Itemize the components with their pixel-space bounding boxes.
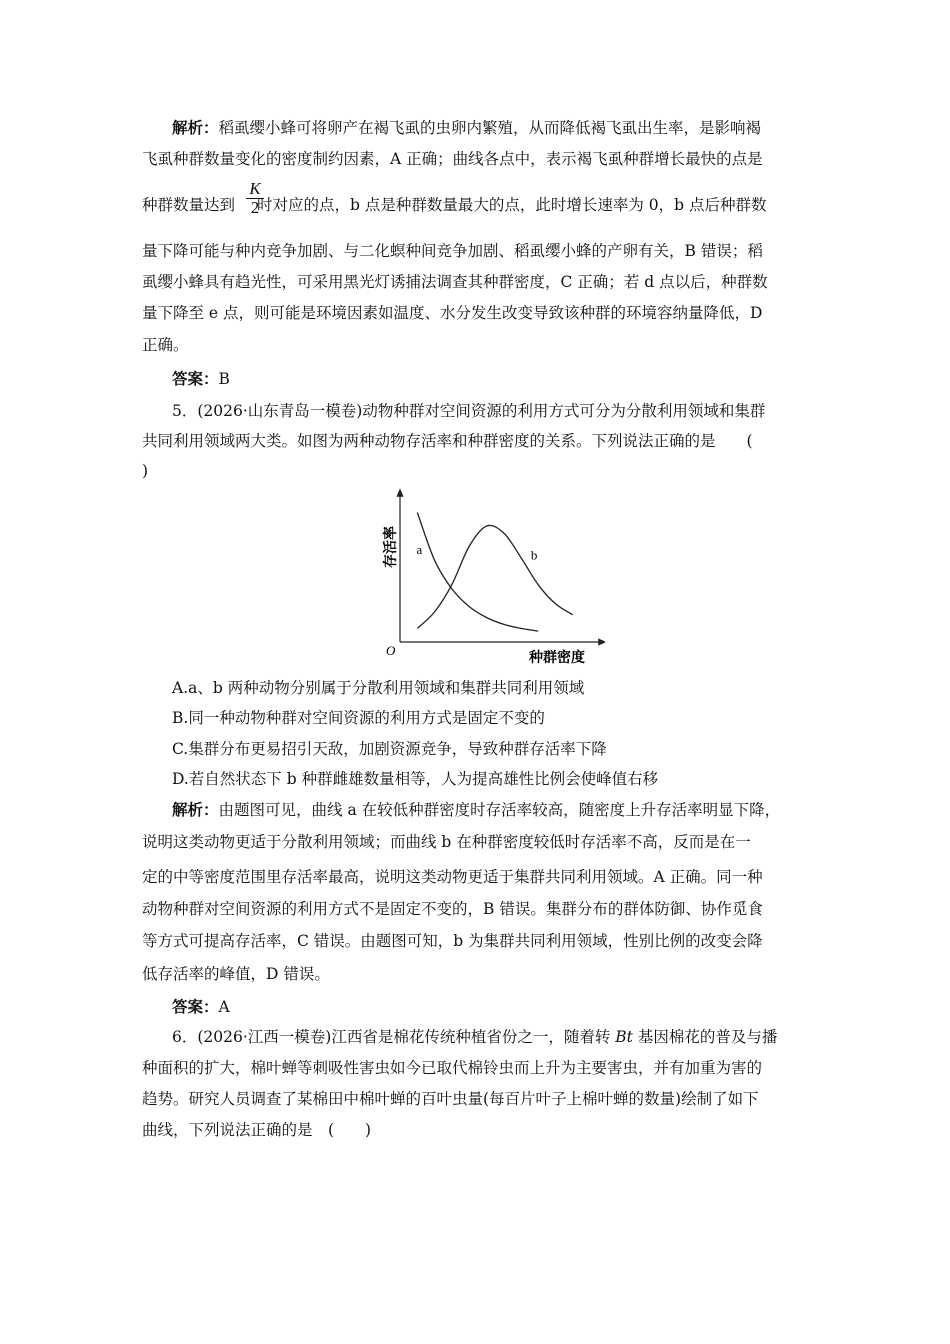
series-label-b: b	[530, 547, 538, 563]
y-axis-label: 存活率	[384, 526, 399, 568]
stem-italic-term: Bt	[615, 1028, 633, 1046]
q5-option-b: B.同一种动物种群对空间资源的利用方式是固定不变的	[172, 709, 545, 727]
q6-stem-line-3: 趋势。研究人员调查了某棉田中棉叶蝉的百叶虫量(每百片叶子上棉叶蝉的数量)绘制了如下	[142, 1090, 759, 1108]
origin-label: O	[386, 643, 396, 658]
q5-option-c: C.集群分布更易招引天敌，加剧资源竞争，导致种群存活率下降	[172, 740, 607, 758]
fraction-numerator: K	[246, 180, 264, 199]
q5-option-a: A.a、b 两种动物分别属于分散利用领域和集群共同利用领域	[172, 679, 585, 697]
survival-density-chart	[375, 487, 605, 672]
q5-analysis-line-5: 等方式可提高存活率，C 错误。由题图可知，b 为集群共同利用领域，性别比例的改变会降	[142, 932, 763, 950]
fraction-denominator: 2	[250, 198, 260, 217]
answer-value: A	[218, 998, 230, 1016]
analysis-text: 稻虱缨小蜂可将卵产在褐飞虱的虫卵内繁殖，从而降低褐飞虱出生率，是影响褐	[218, 119, 762, 137]
analysis-label: 解析：	[172, 800, 219, 819]
q5-option-d: D.若自然状态下 b 种群雌雄数量相等，人为提高雄性比例会使峰值右移	[172, 770, 659, 788]
analysis-label: 解析：	[172, 118, 219, 137]
q4-analysis-line-5: 虱缨小蜂具有趋光性，可采用黑光灯诱捕法调查其种群密度，C 正确；若 d 点以后，种群数	[142, 273, 768, 291]
x-axis-label: 种群密度	[529, 651, 585, 666]
q4-analysis-line-2: 飞虱种群数量变化的密度制约因素，A 正确；曲线各点中，表示褐飞虱种群增长最快的点是	[142, 150, 763, 168]
q6-stem-line-2: 种面积的扩大，棉叶蝉等刺吸性害虫如今已取代棉铃虫而上升为主要害虫，并有加重为害的	[142, 1059, 763, 1077]
q5-answer	[172, 996, 842, 1018]
series-line-a	[417, 513, 538, 632]
q4-analysis-line-4: 量下降可能与种内竞争加剧、与二化螟种间竞争加剧、稻虱缨小蜂的产卵有关，B 错误；稻	[142, 242, 763, 260]
q5-analysis-line-1	[172, 799, 842, 821]
answer-label: 答案：	[172, 997, 219, 1016]
series-line-b	[417, 525, 572, 628]
q5-stem-line-2: 共同利用领域两大类。如图为两种动物存活率和种群密度的关系。下列说法正确的是 (	[142, 432, 753, 450]
q5-stem-line-1: 5．(2026·山东青岛一模卷)动物种群对空间资源的利用方式可分为分散利用领域和集群	[172, 402, 766, 420]
series-layer	[417, 513, 573, 632]
q6-stem-line-4: 曲线，下列说法正确的是 ( )	[142, 1121, 372, 1139]
analysis-text: 种群数量达到	[142, 196, 236, 214]
analysis-text: 时对应的点，b 点是种群数量最大的点，此时增长速率为 0，b 点后种群数	[257, 196, 767, 214]
q5-stem-line-3: )	[142, 462, 149, 480]
series-label-a: a	[416, 542, 423, 558]
q4-analysis-line-7: 正确。	[142, 336, 189, 354]
fraction-k-over-2	[246, 180, 264, 217]
answer-label: 答案：	[172, 369, 219, 388]
answer-value: B	[218, 370, 230, 388]
q5-analysis-line-6: 低存活率的峰值，D 错误。	[142, 965, 330, 983]
q4-answer	[172, 368, 842, 390]
q4-analysis-line-3	[142, 194, 812, 216]
q6-stem-line-1	[172, 1026, 842, 1048]
stem-text: 基因棉花的普及与播	[632, 1028, 778, 1046]
q5-analysis-line-3: 定的中等密度范围里存活率最高，说明这类动物更适于集群共同利用领域。A 正确。同一种	[142, 868, 763, 886]
analysis-text: 由题图可见，曲线 a 在较低种群密度时存活率较高，随密度上升存活率明显下降，	[218, 801, 781, 819]
q5-analysis-line-4: 动物种群对空间资源的利用方式不是固定不变的，B 错误。集群分布的群体防御、协作觅食	[142, 900, 763, 918]
q5-analysis-line-2: 说明这类动物更适于分散利用领域；而曲线 b 在种群密度较低时存活率不高，反而是在一	[142, 833, 751, 851]
q4-analysis-line-6: 量下降至 e 点，则可能是环境因素如温度、水分发生改变导致该种群的环境容纳量降低，D	[142, 304, 763, 322]
stem-text: 6．(2026·江西一模卷)江西省是棉花传统种植省份之一，随着转	[172, 1028, 616, 1046]
q4-analysis-line-1	[172, 117, 842, 139]
